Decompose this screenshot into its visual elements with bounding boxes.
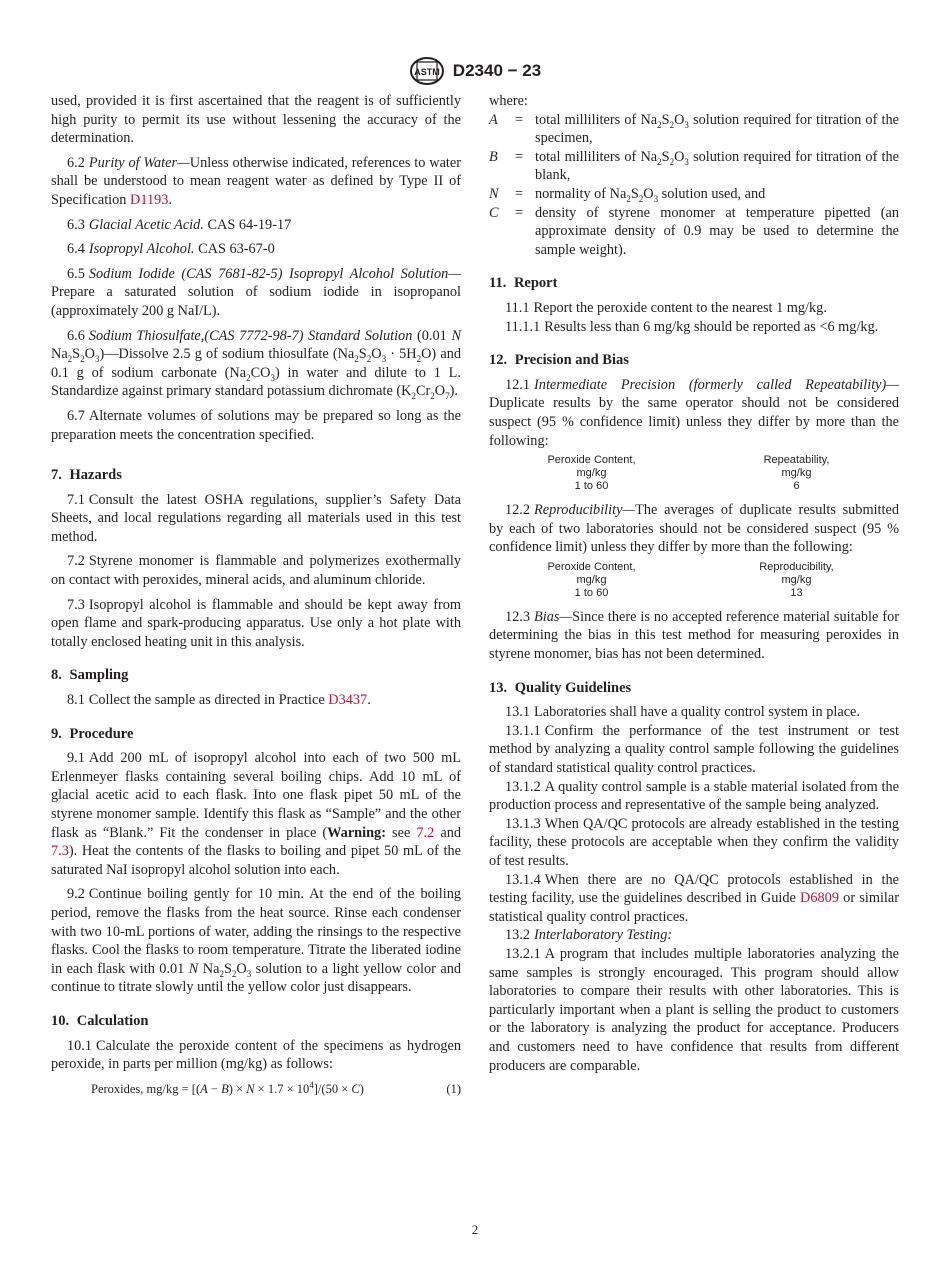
section-6-2: 6.2 Purity of Water—Unless otherwise indicated, references to water shall be understood to mean reagent water as defined by Type II of Specification D1193.	[51, 154, 462, 208]
left-column	[51, 92, 461, 1098]
heading-sampling: 8. Sampling	[51, 667, 129, 684]
equation-number: (1)	[446, 1081, 461, 1096]
logo-text: ASTM	[414, 67, 440, 77]
var-b: B = total milliliters of $Na_2S_2O_3$ solution required for titration of the blank,	[489, 148, 899, 184]
section-6-7: 6.7 Alternate volumes of solutions may be prepared so long as the preparation meets the concentration specified.	[51, 407, 461, 443]
page-number: 2	[471, 1222, 479, 1237]
section-9-1: 9.1 Add 200 mL of isopropyl alcohol into each of two 500 mL Erlenmeyer flasks containing several boiling chips. Add 10 mL of glacial acetic acid to each flask. Into one flask pipet 50 mL of the styrene monomer sample. Identify this flask as “Sample” and the other flask as “Blank.” Fit the condenser in place (Warning: see 7.2 and 7.3). Heat the contents of the flasks to boiling and pipet 50 mL of the saturated NaI isopropyl alcohol solution into each.	[51, 750, 462, 878]
page-header	[0, 56, 950, 86]
section-12-3: 12.3 Bias—Since there is no accepted reference material suitable for determining the bias in this test method for measuring peroxides in styrene monomer, bias has not been determined.	[489, 608, 899, 663]
section-11-1-1: 11.1.1 Results less than 6 mg/kg should be reported as <6 mg/kg.	[505, 318, 879, 335]
section-7-3: 7.3 Isopropyl alcohol is flammable and should be kept away from open flame and spark-producing apparatus. Use only a hot plate with totally enclosed heating unit in this analysis.	[51, 596, 461, 650]
link-7-3[interactable]: 7.3	[51, 843, 69, 860]
repeatability-table	[489, 454, 899, 493]
section-6-6: 6.6 Sodium Thiosulfate,(CAS 7772-98-7) Standard Solution (0.01 N $Na_2S_2O_3)—Dissolve$ 2.5 g of sodium thiosulfate $(Na_2S_2O_3 \cdot 5H_2O)$ and 0.1 g of sodium carbonate $(Na_2CO_3)$ in water and dilute to 1 L. Standardize against primary standard potassium dichromate $(K_2Cr_2O_7)$.	[51, 327, 461, 402]
section-10-1: 10.1 Calculate the peroxide content of the specimens as hydrogen peroxide, in parts per million (mg/kg) as follows:	[51, 1037, 461, 1073]
section-6-3: 6.3 Glacial Acetic Acid. CAS 64-19-17	[67, 216, 292, 233]
section-7-1: 7.1 Consult the latest OSHA regulations, supplier’s Safety Data Sheets, and local regulations regarding all materials used in this test method.	[51, 491, 461, 545]
section-6-4: 6.4 Isopropyl Alcohol. CAS 63-67-0	[67, 241, 275, 258]
heading-quality-guidelines: 13. Quality Guidelines	[489, 679, 632, 696]
section-13-1: 13.1 Laboratories shall have a quality control system in place.	[505, 704, 860, 721]
astm-logo-icon	[409, 56, 445, 86]
link-d6809[interactable]: D6809	[800, 890, 839, 907]
section-13-1-4: 13.1.4 When there are no QA/QC protocols established in the testing facility, use the guidelines described in Guide D6809 or similar statistical quality control practices.	[489, 871, 899, 925]
section-9-2: 9.2 Continue boiling gently for 10 min. At the end of the boiling period, remove the flasks from the heat source. Rinse each condenser with two 10-mL portions of water, adding the rinsings to the respective flasks. Cool the flasks to room temperature. Titrate the liberated iodine in each flask with 0.01 N $Na_2S_2O_3$ solution to a light yellow color and continue to titrate slowly until the yellow color just disappears.	[51, 886, 462, 996]
table-column: Peroxide Content, mg/kg 1 to 60	[547, 454, 636, 493]
link-d1193[interactable]: D1193	[130, 191, 169, 208]
document-id: D2340 − 23	[452, 61, 542, 80]
section-13-2: 13.2 Interlaboratory Testing:	[505, 927, 673, 944]
heading-hazards: 7. Hazards	[51, 467, 122, 484]
table-column: Repeatability, mg/kg 6	[763, 454, 830, 493]
var-n: N = normality of $Na_2S_2O_3$ solution used, and	[489, 185, 766, 204]
section-13-2-1: 13.2.1 A program that includes multiple laboratories analyzing the same samples is strongly encouraged. This program should allow laboratories to compare their results with other laboratories. This is particularly important when a plant is selling the product to customers or the laboratory is analyzing the product for acceptance. Producers and customers need to have confidence that results from different producers are comparable.	[489, 945, 899, 1074]
section-12-1: 12.1 Intermediate Precision (formerly called Repeatability)—Duplicate results by the same operator should not be considered suspect (95 % confidence limit) unless they differ by more than the following:	[489, 376, 899, 449]
intro-paragraph: used, provided it is first ascertained that the reagent is of sufficiently high purity to permit its use without lessening the accuracy of the determination.	[51, 93, 461, 147]
heading-report: 11. Report	[489, 275, 558, 292]
heading-calculation: 10. Calculation	[51, 1012, 149, 1029]
section-13-1-1: 13.1.1 Confirm the performance of the test instrument or test method by analyzing a quality control sample following the guidelines of standard statistical quality control practices.	[489, 722, 899, 777]
var-a: A = total milliliters of $Na_2S_2O_3$ solution required for titration of the specimen,	[489, 111, 899, 147]
section-11-1: 11.1 Report the peroxide content to the nearest 1 mg/kg.	[505, 299, 827, 316]
link-7-2[interactable]: 7.2	[416, 824, 435, 841]
heading-procedure: 9. Procedure	[51, 725, 134, 742]
section-13-1-3: 13.1.3 When QA/QC protocols are already established in the testing facility, these protocols are acceptable when they confirm the validity of test results.	[489, 815, 899, 869]
section-12-2: 12.2 Reproducibility—The averages of duplicate results submitted by each of two laboratories should not be considered suspect (95 % confidence limit) unless they differ by more than the following:	[489, 502, 899, 556]
section-13-1-2: 13.1.2 A quality control sample is a stable material isolated from the production process and representative of the sample being analyzed.	[489, 778, 899, 814]
where-label: where:	[489, 93, 528, 109]
right-column	[489, 92, 899, 1075]
section-7-2: 7.2 Styrene monomer is flammable and polymerizes exothermally on contact with peroxides, mineral acids, and aluminum chloride.	[51, 553, 461, 589]
table-column: Peroxide Content, mg/kg 1 to 60	[547, 560, 636, 599]
link-d3437[interactable]: D3437	[328, 692, 368, 709]
variable-definitions	[489, 111, 899, 260]
var-c: C = density of styrene monomer at temperature pipetted (an approximate density of 0.9 may be used to determine the sample weight).	[489, 204, 899, 258]
section-6-5: 6.5 Sodium Iodide (CAS 7681-82-5) Isopropyl Alcohol Solution—Prepare a saturated solution of sodium iodide in isopropanol (approximately 200 g NaI/L).	[51, 265, 461, 319]
section-8-1: 8.1 Collect the sample as directed in Practice D3437.	[67, 692, 371, 709]
heading-precision-bias: 12. Precision and Bias	[489, 352, 629, 369]
table-column: Reproducibility, mg/kg 13	[759, 560, 834, 599]
reproducibility-table	[489, 561, 899, 600]
equation-1: Peroxides, $mg/kg = [(A - B) \times N \times 1.7 \times 10^4]/(50 \times C)$ (1)	[91, 1080, 461, 1099]
